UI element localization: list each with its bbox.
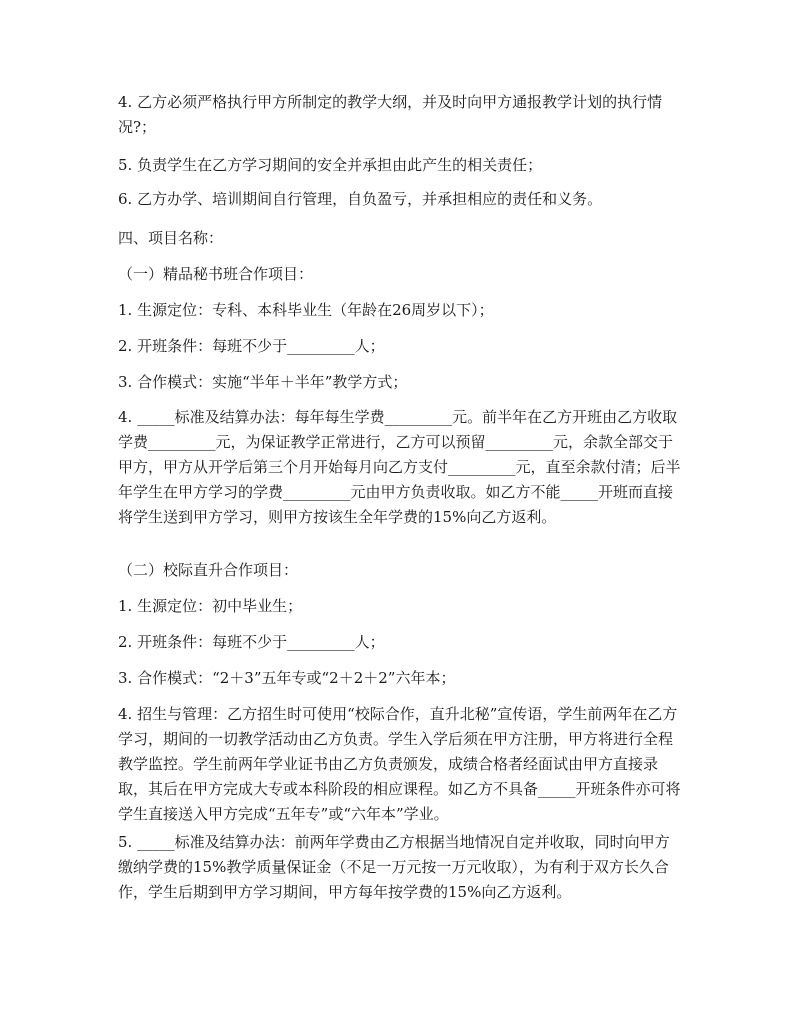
paragraph-student-safety: 5. 负责学生在乙方学习期间的安全并承担由此产生的相关责任； (118, 156, 543, 174)
paragraph-self-management: 6. 乙方办学、培训期间自行管理，自负盈亏，并承担相应的责任和义务。 (118, 190, 603, 208)
paragraph-class-condition-1: 2. 开班条件：每班不少于_________人； (118, 337, 385, 355)
paragraph-student-source-1: 1. 生源定位：专科、本科毕业生（年龄在26周岁以下）； (118, 301, 494, 319)
paragraph-teaching-outline: 4. 乙方必须严格执行甲方所制定的教学大纲，并及时向甲方通报教学计划的执行情况?； (118, 93, 663, 136)
paragraph-cooperation-mode-1: 3. 合作模式：实施“半年＋半年”教学方式； (118, 373, 408, 391)
paragraph-fee-settlement-1: 4. _____标准及结算办法：每年每生学费_________元。前半年在乙方开班由乙方收取学费_________元，为保证教学正常进行，乙方可以预留_________元，余款全部交于甲方，甲方从开学后第三个月开始每月向乙方支付_________元，直至余款付清；后半年学生在甲方学习的学费_________元由甲方负责收取。如乙方不能_____开班而直接将学生送到甲方学习，则甲方按该生全年学费的15%向乙方返利。 (118, 408, 681, 526)
paragraph-fee-settlement-2: 5. _____标准及结算办法：前两年学费由乙方根据当地情况自定并收取，同时向甲方缴纳学费的15%教学质量保证金（不足一万元按一万元收取），为有利于双方长久合作，学生后期到甲方学习期间，甲方每年按学费的15%向乙方返利。 (118, 833, 670, 901)
paragraph-student-source-2: 1. 生源定位：初中毕业生； (118, 597, 303, 615)
paragraph-cooperation-mode-2: 3. 合作模式：“2＋3”五年专或“2＋2＋2”六年本； (118, 669, 456, 687)
paragraph-class-condition-2: 2. 开班条件：每班不少于_________人； (118, 633, 385, 651)
subsection-heading-secretary-class: （一）精品秘书班合作项目： (118, 265, 314, 283)
paragraph-enrollment-management: 4. 招生与管理：乙方招生时可使用“校际合作，直升北秘”宣传语，学生前两年在乙方学习，期间的一切教学活动由乙方负责。学生入学后须在甲方注册，甲方将进行全程教学监控。学生前两年学业证书由乙方负责颁发，成绩合格者经面试由甲方直接录取，其后在甲方完成大专或本科阶段的相应课程。如乙方不具备_____开班条件亦可将学生直接送入甲方完成“五年专”或“六年本”学业。 (118, 705, 681, 823)
subsection-heading-direct-promotion: （二）校际直升合作项目： (118, 561, 299, 579)
section-heading-project-name: 四、项目名称： (118, 229, 224, 247)
